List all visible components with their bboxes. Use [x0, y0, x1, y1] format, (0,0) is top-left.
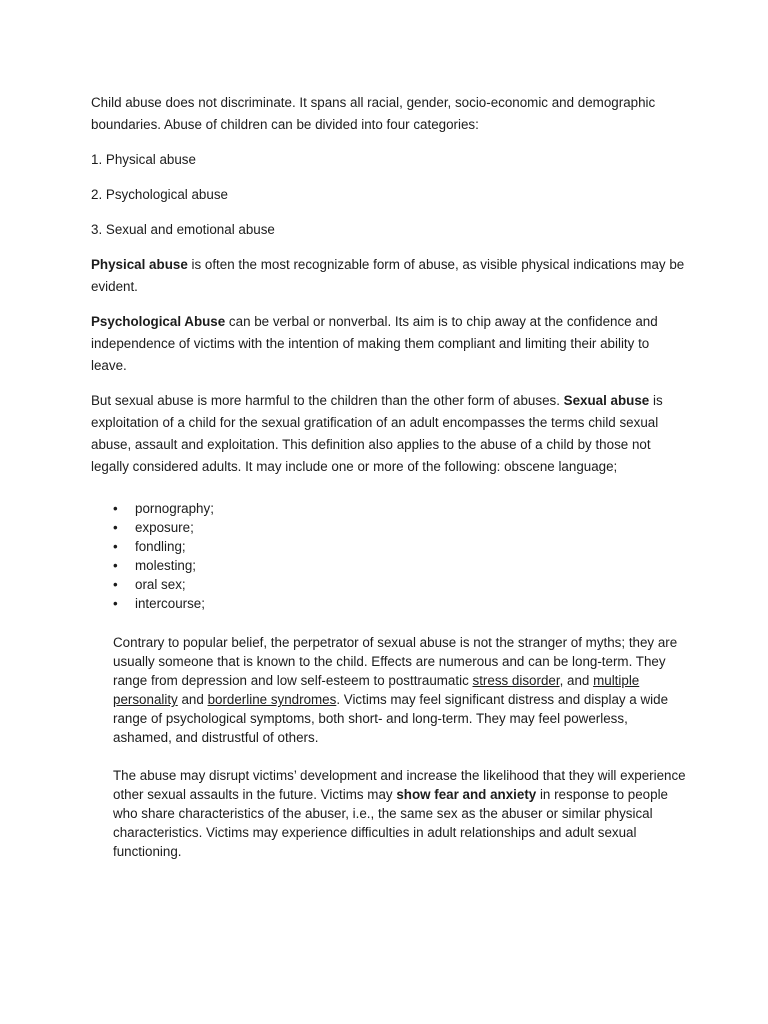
sexual-abuse-paragraph — [91, 390, 687, 478]
list-item-text: oral sex; — [135, 577, 186, 592]
bullet-icon: • — [113, 501, 118, 516]
bullet-icon: • — [113, 596, 118, 611]
development-paragraph — [113, 766, 687, 861]
list-item — [91, 518, 687, 537]
sexual-abuse-lead: But sexual abuse is more harmful to the children than the other form of abuses. — [91, 393, 564, 408]
development-text-2: in response to people who share characteristics of the abuser, i.e., the same sex as the abuser or similar physical characteristics. Victims may experience difficulties in adult relationships and adult sexual functioning. — [113, 787, 669, 859]
list-item — [91, 537, 687, 556]
effects-text-1: Contrary to popular belief, the perpetrator of sexual abuse is not the stranger of myths; they are usually someone that is known to the child. Effects are numerous and can be long-term. They range from depression and low self-esteem to posttraumatic — [113, 635, 678, 688]
bullet-icon: • — [113, 539, 118, 554]
category-2: 2. Psychological abuse — [91, 187, 228, 202]
category-3: 3. Sexual and emotional abuse — [91, 222, 275, 237]
list-item-text: exposure; — [135, 520, 194, 535]
list-item — [91, 575, 687, 594]
development-text-1: The abuse may disrupt victims’ development and increase the likelihood that they will experience other sexual assaults in the future. Victims may — [113, 768, 686, 802]
stress-disorder-link[interactable]: stress disorder — [472, 673, 560, 688]
category-1: 1. Physical abuse — [91, 152, 196, 167]
indented-section — [113, 633, 687, 861]
list-item-text: fondling; — [135, 539, 186, 554]
effects-text-2: , and — [559, 673, 594, 688]
document-page — [91, 92, 687, 880]
intro-line-1: Child abuse does not discriminate. It spans all racial, gender, socio-economic and demographic — [91, 95, 656, 110]
bullet-icon: • — [113, 520, 118, 535]
physical-abuse-paragraph — [91, 254, 687, 298]
intro-line-2: boundaries. Abuse of children can be divided into four categories: — [91, 117, 479, 132]
borderline-syndromes-link[interactable]: borderline syndromes — [207, 692, 337, 707]
physical-abuse-term: Physical abuse — [91, 257, 188, 272]
list-item — [91, 594, 687, 613]
list-item-text: pornography; — [135, 501, 214, 516]
psychological-abuse-text: can be verbal or nonverbal. Its aim is to chip away at the confidence and independence of victims with the intention of making them compliant and limiting their ability to leave. — [91, 314, 658, 373]
list-item — [91, 556, 687, 575]
bullet-icon: • — [113, 558, 118, 573]
effects-paragraph — [113, 633, 687, 747]
sexual-abuse-term: Sexual abuse — [563, 393, 650, 408]
bullet-list — [91, 499, 687, 613]
intro-paragraph — [91, 92, 687, 136]
psychological-abuse-paragraph — [91, 311, 687, 377]
psychological-abuse-term: Psychological Abuse — [91, 314, 226, 329]
bullet-icon: • — [113, 577, 118, 592]
list-item-text: molesting; — [135, 558, 197, 573]
effects-text-3: and — [177, 692, 208, 707]
physical-abuse-text: is often the most recognizable form of abuse, as visible physical indications may be evident. — [91, 257, 685, 294]
list-item-text: intercourse; — [135, 596, 205, 611]
list-item — [91, 499, 687, 518]
effects-text-4: . Victims may feel significant distress and display a wide range of psychological symptoms, both short- and long-term. They may feel powerless, ashamed, and distrustful of others. — [113, 692, 669, 745]
sexual-abuse-text: is exploitation of a child for the sexual gratification of an adult encompasses the terms child sexual abuse, assault and exploitation. This definition also applies to the abuse of a child by those not legally considered adults. It may include one or more of the following: obscene language; — [91, 393, 663, 474]
multiple-personality-link[interactable]: multiple personality — [113, 673, 640, 707]
fear-anxiety-term: show fear and anxiety — [396, 787, 537, 802]
